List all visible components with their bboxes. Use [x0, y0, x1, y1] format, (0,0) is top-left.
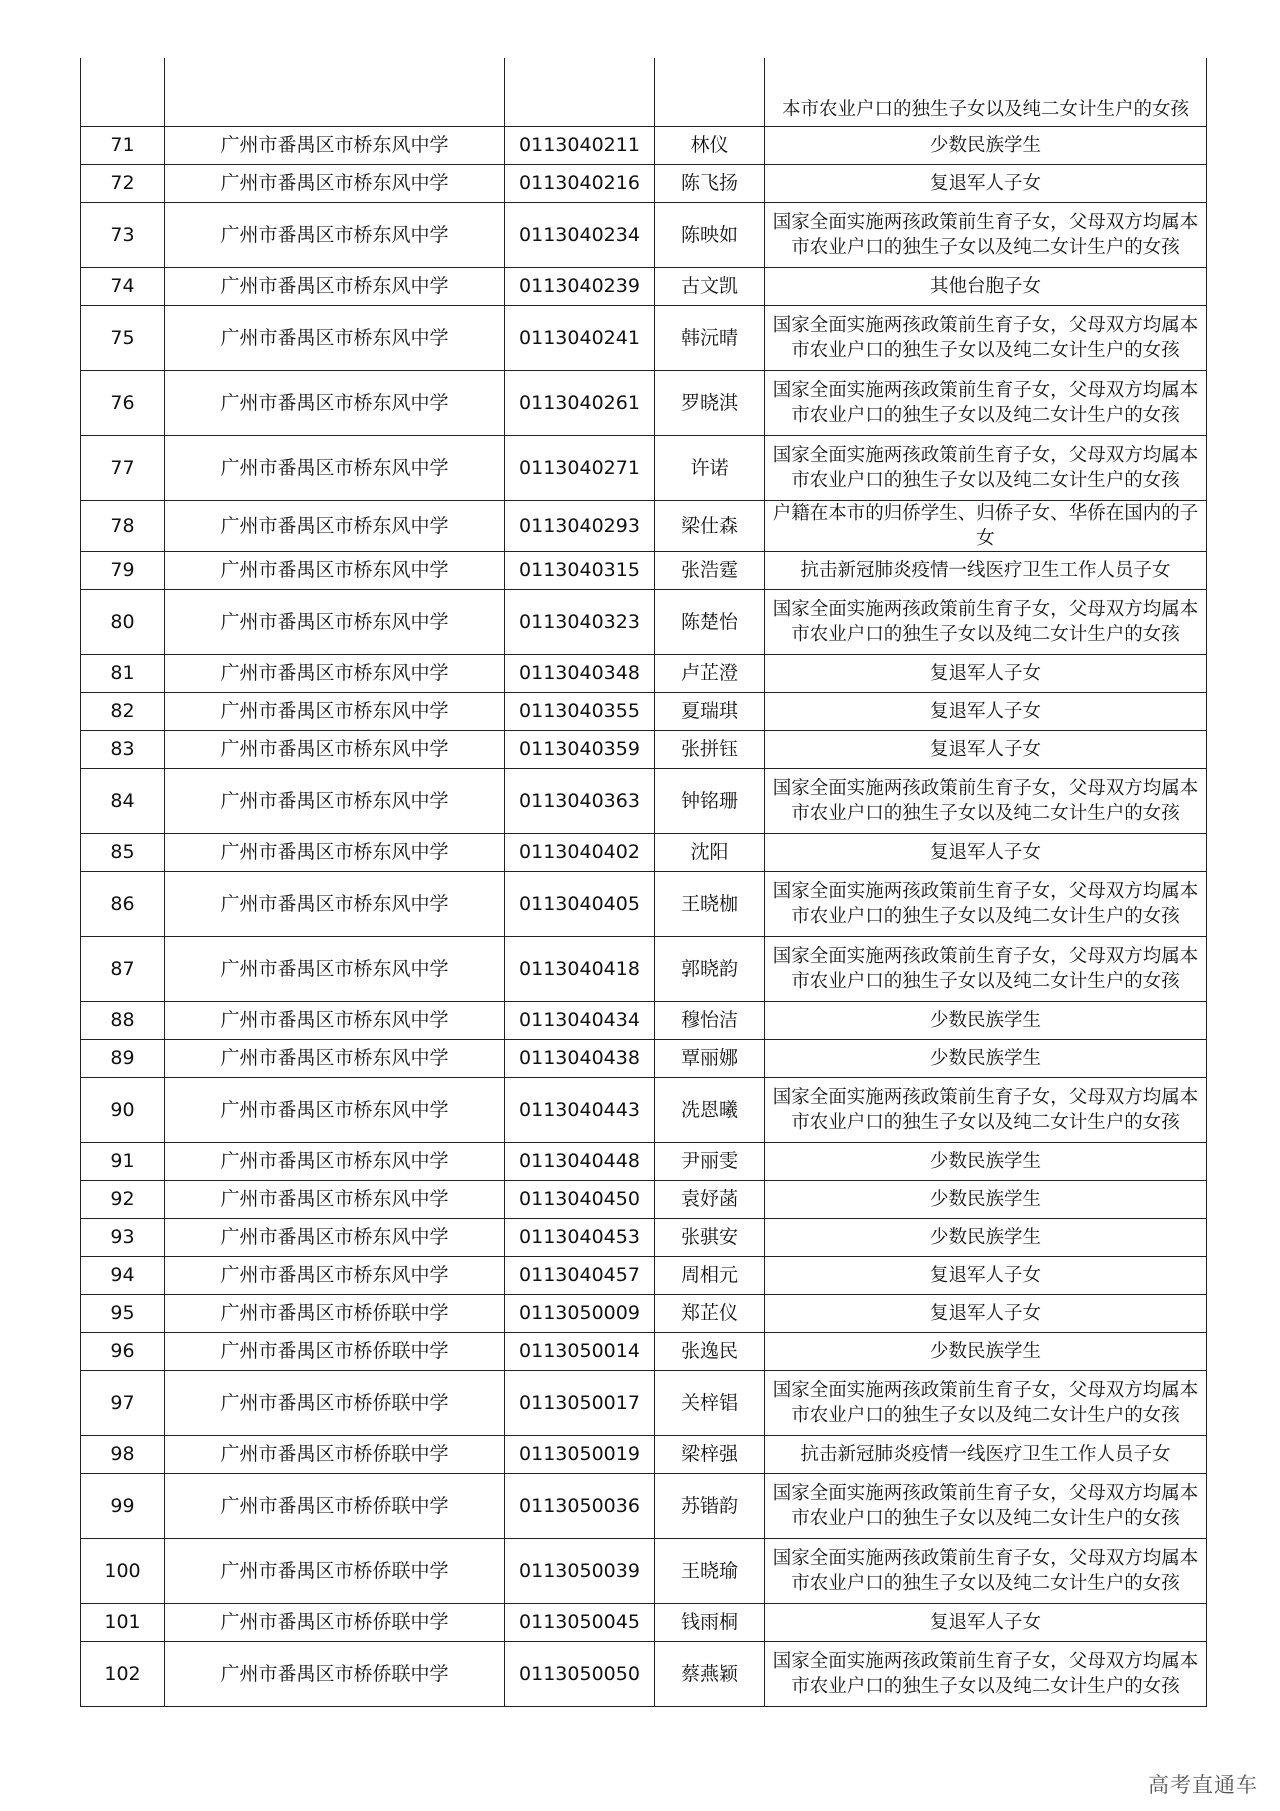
cell-no: 101: [81, 1604, 165, 1642]
table-row: [81, 371, 1207, 436]
table-row: [81, 1181, 1207, 1219]
table-row: [81, 436, 1207, 501]
cell-school: 广州市番禺区市桥东风中学: [165, 1181, 505, 1219]
cell-id: 0113040438: [505, 1040, 655, 1078]
table-row: [81, 1371, 1207, 1436]
cell-id: 0113040457: [505, 1257, 655, 1295]
table-row: [81, 937, 1207, 1002]
cell-name: 林仪: [655, 127, 765, 165]
cell-school: 广州市番禺区市桥东风中学: [165, 306, 505, 371]
cell-school: 广州市番禺区市桥侨联中学: [165, 1474, 505, 1539]
cell-category: 少数民族学生: [765, 1219, 1207, 1257]
cell-category: 国家全面实施两孩政策前生育子女，父母双方均属本市农业户口的独生子女以及纯二女计生户的女孩: [765, 1371, 1207, 1436]
cell-no: 87: [81, 937, 165, 1002]
cell-no: 78: [81, 501, 165, 552]
cell-no: 83: [81, 731, 165, 769]
table-row: [81, 1295, 1207, 1333]
cell-name: 梁梓强: [655, 1436, 765, 1474]
cell-school: 广州市番禺区市桥东风中学: [165, 268, 505, 306]
cell-name: 罗晓淇: [655, 371, 765, 436]
document-page: [80, 58, 1206, 1707]
cell-no: 82: [81, 693, 165, 731]
cell-name: 冼恩曦: [655, 1078, 765, 1143]
cell-name: 王晓瑜: [655, 1539, 765, 1604]
cell-no: 90: [81, 1078, 165, 1143]
cell-category: 复退军人子女: [765, 1604, 1207, 1642]
table-row: [81, 1642, 1207, 1707]
cell-category: 国家全面实施两孩政策前生育子女，父母双方均属本市农业户口的独生子女以及纯二女计生户的女孩: [765, 1539, 1207, 1604]
cell-no: 102: [81, 1642, 165, 1707]
table-row-continued: [81, 58, 1207, 127]
table-row: [81, 1078, 1207, 1143]
table-row: [81, 1436, 1207, 1474]
cell-school: 广州市番禺区市桥侨联中学: [165, 1539, 505, 1604]
table-body: [81, 58, 1207, 1707]
cell-no: 76: [81, 371, 165, 436]
cell-name: 古文凯: [655, 268, 765, 306]
cell-category: 本市农业户口的独生子女以及纯二女计生户的女孩: [765, 58, 1207, 127]
cell-school: 广州市番禺区市桥东风中学: [165, 371, 505, 436]
cell-category: 国家全面实施两孩政策前生育子女，父母双方均属本市农业户口的独生子女以及纯二女计生户的女孩: [765, 306, 1207, 371]
student-list-table: [80, 58, 1207, 1707]
cell-name: 陈飞扬: [655, 165, 765, 203]
table-row: [81, 872, 1207, 937]
cell-category: 国家全面实施两孩政策前生育子女，父母双方均属本市农业户口的独生子女以及纯二女计生户的女孩: [765, 371, 1207, 436]
cell-no: 80: [81, 590, 165, 655]
cell-no: 73: [81, 203, 165, 268]
cell-id: 0113040323: [505, 590, 655, 655]
cell-name: 夏瑞琪: [655, 693, 765, 731]
cell-category: 抗击新冠肺炎疫情一线医疗卫生工作人员子女: [765, 552, 1207, 590]
cell-name: 陈楚怡: [655, 590, 765, 655]
cell-no: 97: [81, 1371, 165, 1436]
cell-category: 复退军人子女: [765, 165, 1207, 203]
cell-name: 张拼钰: [655, 731, 765, 769]
cell-name: 张浩霆: [655, 552, 765, 590]
cell-name: 尹丽雯: [655, 1143, 765, 1181]
cell-name: 卢芷澄: [655, 655, 765, 693]
table-row: [81, 203, 1207, 268]
cell-name: 张骐安: [655, 1219, 765, 1257]
cell-school: 广州市番禺区市桥东风中学: [165, 872, 505, 937]
cell-id: [505, 58, 655, 127]
table-row: [81, 693, 1207, 731]
cell-school: 广州市番禺区市桥东风中学: [165, 655, 505, 693]
table-row: [81, 1333, 1207, 1371]
table-row: [81, 834, 1207, 872]
cell-category: 国家全面实施两孩政策前生育子女，父母双方均属本市农业户口的独生子女以及纯二女计生户的女孩: [765, 590, 1207, 655]
table-row: [81, 1474, 1207, 1539]
cell-category: 国家全面实施两孩政策前生育子女，父母双方均属本市农业户口的独生子女以及纯二女计生户的女孩: [765, 872, 1207, 937]
cell-school: 广州市番禺区市桥东风中学: [165, 769, 505, 834]
cell-id: 0113040405: [505, 872, 655, 937]
cell-school: 广州市番禺区市桥侨联中学: [165, 1295, 505, 1333]
cell-school: 广州市番禺区市桥侨联中学: [165, 1371, 505, 1436]
cell-school: 广州市番禺区市桥东风中学: [165, 590, 505, 655]
cell-school: 广州市番禺区市桥东风中学: [165, 1257, 505, 1295]
table-row: [81, 306, 1207, 371]
cell-name: 钱雨桐: [655, 1604, 765, 1642]
cell-no: [81, 58, 165, 127]
cell-name: 郭晓韵: [655, 937, 765, 1002]
cell-category: 复退军人子女: [765, 731, 1207, 769]
table-row: [81, 769, 1207, 834]
cell-id: 0113040239: [505, 268, 655, 306]
cell-category: 国家全面实施两孩政策前生育子女，父母双方均属本市农业户口的独生子女以及纯二女计生户的女孩: [765, 769, 1207, 834]
cell-no: 72: [81, 165, 165, 203]
cell-id: 0113050017: [505, 1371, 655, 1436]
cell-id: 0113040359: [505, 731, 655, 769]
cell-school: 广州市番禺区市桥东风中学: [165, 1143, 505, 1181]
table-row: [81, 1257, 1207, 1295]
cell-category: 少数民族学生: [765, 1143, 1207, 1181]
cell-no: 85: [81, 834, 165, 872]
cell-id: 0113050014: [505, 1333, 655, 1371]
cell-name: 沈阳: [655, 834, 765, 872]
cell-name: 梁仕森: [655, 501, 765, 552]
table-row: [81, 731, 1207, 769]
cell-no: 93: [81, 1219, 165, 1257]
cell-name: [655, 58, 765, 127]
table-row: [81, 1604, 1207, 1642]
cell-no: 74: [81, 268, 165, 306]
cell-id: 0113040453: [505, 1219, 655, 1257]
cell-category: 复退军人子女: [765, 655, 1207, 693]
cell-id: 0113040448: [505, 1143, 655, 1181]
cell-category: 户籍在本市的归侨学生、归侨子女、华侨在国内的子女: [765, 501, 1207, 552]
cell-category: 复退军人子女: [765, 1257, 1207, 1295]
cell-id: 0113040241: [505, 306, 655, 371]
cell-id: 0113040271: [505, 436, 655, 501]
cell-name: 郑芷仪: [655, 1295, 765, 1333]
cell-no: 91: [81, 1143, 165, 1181]
cell-school: 广州市番禺区市桥东风中学: [165, 127, 505, 165]
table-row: [81, 127, 1207, 165]
cell-no: 92: [81, 1181, 165, 1219]
cell-id: 0113040211: [505, 127, 655, 165]
table-row: [81, 268, 1207, 306]
cell-school: 广州市番禺区市桥东风中学: [165, 1078, 505, 1143]
cell-category: 国家全面实施两孩政策前生育子女，父母双方均属本市农业户口的独生子女以及纯二女计生户的女孩: [765, 1474, 1207, 1539]
cell-no: 98: [81, 1436, 165, 1474]
cell-school: 广州市番禺区市桥东风中学: [165, 1219, 505, 1257]
table-row: [81, 1219, 1207, 1257]
cell-category: 复退军人子女: [765, 693, 1207, 731]
cell-id: 0113040363: [505, 769, 655, 834]
table-row: [81, 1539, 1207, 1604]
cell-school: 广州市番禺区市桥东风中学: [165, 203, 505, 268]
cell-category: 抗击新冠肺炎疫情一线医疗卫生工作人员子女: [765, 1436, 1207, 1474]
cell-school: 广州市番禺区市桥侨联中学: [165, 1333, 505, 1371]
table-row: [81, 1143, 1207, 1181]
cell-school: 广州市番禺区市桥侨联中学: [165, 1642, 505, 1707]
cell-name: 王晓枷: [655, 872, 765, 937]
cell-school: 广州市番禺区市桥东风中学: [165, 436, 505, 501]
cell-category: 国家全面实施两孩政策前生育子女，父母双方均属本市农业户口的独生子女以及纯二女计生户的女孩: [765, 937, 1207, 1002]
cell-category: 少数民族学生: [765, 1002, 1207, 1040]
cell-id: 0113050009: [505, 1295, 655, 1333]
cell-name: 周相元: [655, 1257, 765, 1295]
cell-name: 覃丽娜: [655, 1040, 765, 1078]
cell-no: 84: [81, 769, 165, 834]
cell-no: 75: [81, 306, 165, 371]
cell-category: 复退军人子女: [765, 1295, 1207, 1333]
cell-id: 0113040348: [505, 655, 655, 693]
cell-no: 96: [81, 1333, 165, 1371]
cell-no: 100: [81, 1539, 165, 1604]
cell-school: 广州市番禺区市桥东风中学: [165, 731, 505, 769]
cell-name: 许诺: [655, 436, 765, 501]
cell-school: 广州市番禺区市桥侨联中学: [165, 1436, 505, 1474]
cell-category: 少数民族学生: [765, 1333, 1207, 1371]
cell-id: 0113040355: [505, 693, 655, 731]
cell-id: 0113050045: [505, 1604, 655, 1642]
cell-name: 穆怡洁: [655, 1002, 765, 1040]
cell-school: [165, 58, 505, 127]
cell-no: 89: [81, 1040, 165, 1078]
cell-name: 袁妤菡: [655, 1181, 765, 1219]
cell-school: 广州市番禺区市桥东风中学: [165, 501, 505, 552]
cell-category: 少数民族学生: [765, 127, 1207, 165]
cell-no: 95: [81, 1295, 165, 1333]
cell-id: 0113040293: [505, 501, 655, 552]
cell-id: 0113040434: [505, 1002, 655, 1040]
cell-no: 81: [81, 655, 165, 693]
cell-id: 0113040402: [505, 834, 655, 872]
cell-name: 陈映如: [655, 203, 765, 268]
cell-name: 张逸民: [655, 1333, 765, 1371]
cell-name: 韩沅晴: [655, 306, 765, 371]
table-row: [81, 1002, 1207, 1040]
cell-no: 79: [81, 552, 165, 590]
cell-category: 国家全面实施两孩政策前生育子女，父母双方均属本市农业户口的独生子女以及纯二女计生户的女孩: [765, 436, 1207, 501]
cell-school: 广州市番禺区市桥东风中学: [165, 834, 505, 872]
watermark-text: 高考直通车: [1148, 1773, 1258, 1797]
cell-category: 复退军人子女: [765, 834, 1207, 872]
cell-id: 0113050050: [505, 1642, 655, 1707]
cell-name: 钟铭珊: [655, 769, 765, 834]
cell-name: 关梓锠: [655, 1371, 765, 1436]
cell-id: 0113040234: [505, 203, 655, 268]
table-row: [81, 655, 1207, 693]
cell-id: 0113040216: [505, 165, 655, 203]
cell-id: 0113050036: [505, 1474, 655, 1539]
cell-no: 99: [81, 1474, 165, 1539]
table-row: [81, 165, 1207, 203]
cell-school: 广州市番禺区市桥东风中学: [165, 165, 505, 203]
cell-school: 广州市番禺区市桥东风中学: [165, 1040, 505, 1078]
cell-no: 94: [81, 1257, 165, 1295]
cell-no: 77: [81, 436, 165, 501]
cell-school: 广州市番禺区市桥东风中学: [165, 693, 505, 731]
cell-name: 蔡燕颖: [655, 1642, 765, 1707]
cell-id: 0113040315: [505, 552, 655, 590]
cell-no: 71: [81, 127, 165, 165]
cell-category: 国家全面实施两孩政策前生育子女，父母双方均属本市农业户口的独生子女以及纯二女计生户的女孩: [765, 203, 1207, 268]
cell-name: 苏锴韵: [655, 1474, 765, 1539]
cell-id: 0113050019: [505, 1436, 655, 1474]
cell-school: 广州市番禺区市桥东风中学: [165, 552, 505, 590]
table-row: [81, 590, 1207, 655]
cell-id: 0113040418: [505, 937, 655, 1002]
cell-id: 0113040261: [505, 371, 655, 436]
cell-school: 广州市番禺区市桥东风中学: [165, 937, 505, 1002]
cell-category: 其他台胞子女: [765, 268, 1207, 306]
cell-id: 0113050039: [505, 1539, 655, 1604]
table-row: [81, 1040, 1207, 1078]
cell-category: 国家全面实施两孩政策前生育子女，父母双方均属本市农业户口的独生子女以及纯二女计生户的女孩: [765, 1642, 1207, 1707]
table-row: [81, 501, 1207, 552]
table-row: [81, 552, 1207, 590]
cell-no: 86: [81, 872, 165, 937]
cell-category: 国家全面实施两孩政策前生育子女，父母双方均属本市农业户口的独生子女以及纯二女计生户的女孩: [765, 1078, 1207, 1143]
cell-category: 少数民族学生: [765, 1040, 1207, 1078]
cell-category: 少数民族学生: [765, 1181, 1207, 1219]
cell-id: 0113040443: [505, 1078, 655, 1143]
cell-school: 广州市番禺区市桥东风中学: [165, 1002, 505, 1040]
cell-id: 0113040450: [505, 1181, 655, 1219]
cell-no: 88: [81, 1002, 165, 1040]
cell-school: 广州市番禺区市桥侨联中学: [165, 1604, 505, 1642]
